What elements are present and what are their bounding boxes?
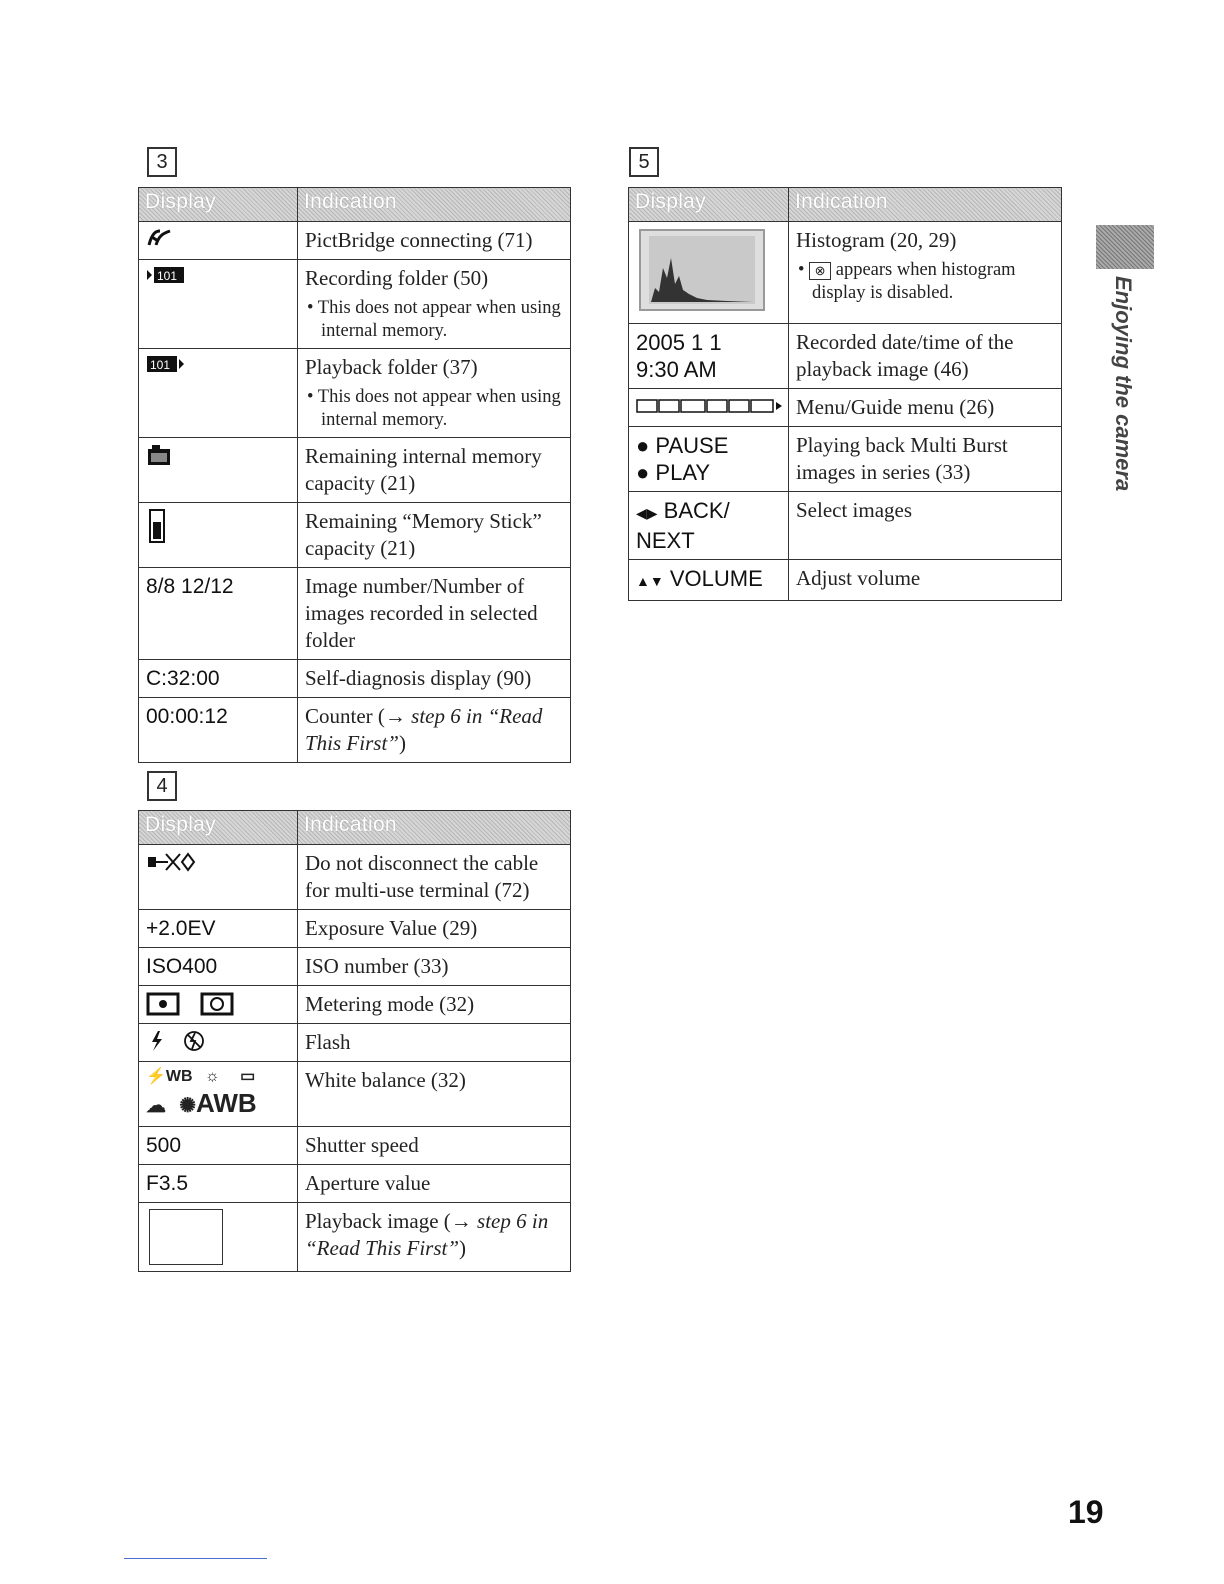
table-row: ◀▶ BACK/ NEXT Select images	[629, 492, 1062, 560]
pictbridge-icon	[146, 227, 174, 247]
table-row: C:32:00 Self-diagnosis display (90)	[139, 660, 571, 698]
page-number: 19	[1068, 1494, 1104, 1530]
section-3-table	[138, 187, 571, 763]
play-bullet-icon: ●	[636, 460, 650, 485]
usb-disconnect-icon	[146, 850, 196, 874]
section-5-label: 5	[629, 147, 659, 177]
table-row: Remaining “Memory Stick” capacity (21)	[139, 503, 571, 568]
table-row: Flash	[139, 1024, 571, 1062]
table-row: ● PAUSE ● PLAY Playing back Multi Burst images in series (33)	[629, 427, 1062, 492]
table-row: Remaining internal memory capacity (21)	[139, 438, 571, 503]
table-row: 2005 1 1 9:30 AM Recorded date/time of the playback image (46)	[629, 324, 1062, 389]
fluorescent-icon: ▭	[240, 1068, 256, 1085]
table-row: PictBridge connecting (71)	[139, 222, 571, 260]
table-row: 500 Shutter speed	[139, 1127, 571, 1165]
display-header: Display	[629, 188, 789, 222]
table-row: 101 Recording folder (50) • This does not appear when using internal memory.	[139, 260, 571, 349]
table-row: ISO400 ISO number (33)	[139, 948, 571, 986]
table-row: ⚡WB ☼ ▭ ☁ ✺AWB White balance (32)	[139, 1062, 571, 1127]
pause-bullet-icon: ●	[636, 433, 650, 458]
table-row: +2.0EV Exposure Value (29)	[139, 910, 571, 948]
table-row: F3.5 Aperture value	[139, 1165, 571, 1203]
svg-text:101: 101	[150, 358, 171, 372]
table-row: Do not disconnect the cable for multi-use terminal (72)	[139, 845, 571, 910]
side-tab-marker	[1096, 225, 1154, 269]
table-header	[139, 811, 571, 845]
table-row: 8/8 12/12 Image number/Number of images recorded in selected folder	[139, 568, 571, 660]
memory-stick-icon	[146, 508, 166, 544]
daylight-icon: ☼	[205, 1068, 220, 1085]
table-row: Metering mode (32)	[139, 986, 571, 1024]
section-4-table	[138, 810, 571, 1272]
flash-icons	[146, 1029, 216, 1053]
table-row: ▲▼ VOLUME Adjust volume	[629, 560, 1062, 601]
indication-header: Indication	[789, 188, 1062, 222]
playback-folder-icon	[146, 354, 186, 374]
metering-mode-icons	[146, 991, 242, 1017]
svg-text:101: 101	[157, 269, 178, 283]
footer-line	[124, 1558, 267, 1559]
recording-folder-icon	[146, 265, 186, 285]
cloudy-icon: ☁	[146, 1095, 166, 1117]
left-right-arrow-icon: ◀▶	[636, 505, 658, 521]
playback-image-frame	[149, 1209, 223, 1265]
menu-guide-icons	[636, 398, 786, 414]
display-header: Display	[139, 811, 298, 845]
display-header: Display	[139, 188, 298, 222]
table-header	[139, 188, 571, 222]
white-balance-icons: ⚡WB ☼ ▭ ☁ ✺AWB	[139, 1062, 298, 1127]
indication-header: Indication	[298, 811, 571, 845]
indication-header: Indication	[298, 188, 571, 222]
table-row: 00:00:12 Counter (→ step 6 in “Read This First”)	[139, 698, 571, 763]
side-section-title: Enjoying the camera	[1111, 276, 1136, 492]
section-4-label: 4	[147, 771, 177, 801]
table-row: Playback image (→ step 6 in “Read This First”)	[139, 1203, 571, 1272]
section-5-table	[628, 187, 1062, 601]
histogram-icon	[637, 228, 767, 312]
section-3-label: 3	[147, 147, 177, 177]
histogram-disabled-icon: ⊗	[809, 262, 831, 280]
internal-memory-icon	[146, 443, 172, 467]
table-row: 101 Playback folder (37) • This does not appear when using internal memory.	[139, 349, 571, 438]
flash-wb-icon: ⚡	[146, 1068, 166, 1085]
table-header	[629, 188, 1062, 222]
up-down-arrow-icon: ▲▼	[636, 573, 664, 589]
table-row: Histogram (20, 29) • ⊗ appears when histogram display is disabled.	[629, 222, 1062, 324]
table-row: Menu/Guide menu (26)	[629, 389, 1062, 427]
incandescent-icon: ✺	[179, 1095, 196, 1117]
